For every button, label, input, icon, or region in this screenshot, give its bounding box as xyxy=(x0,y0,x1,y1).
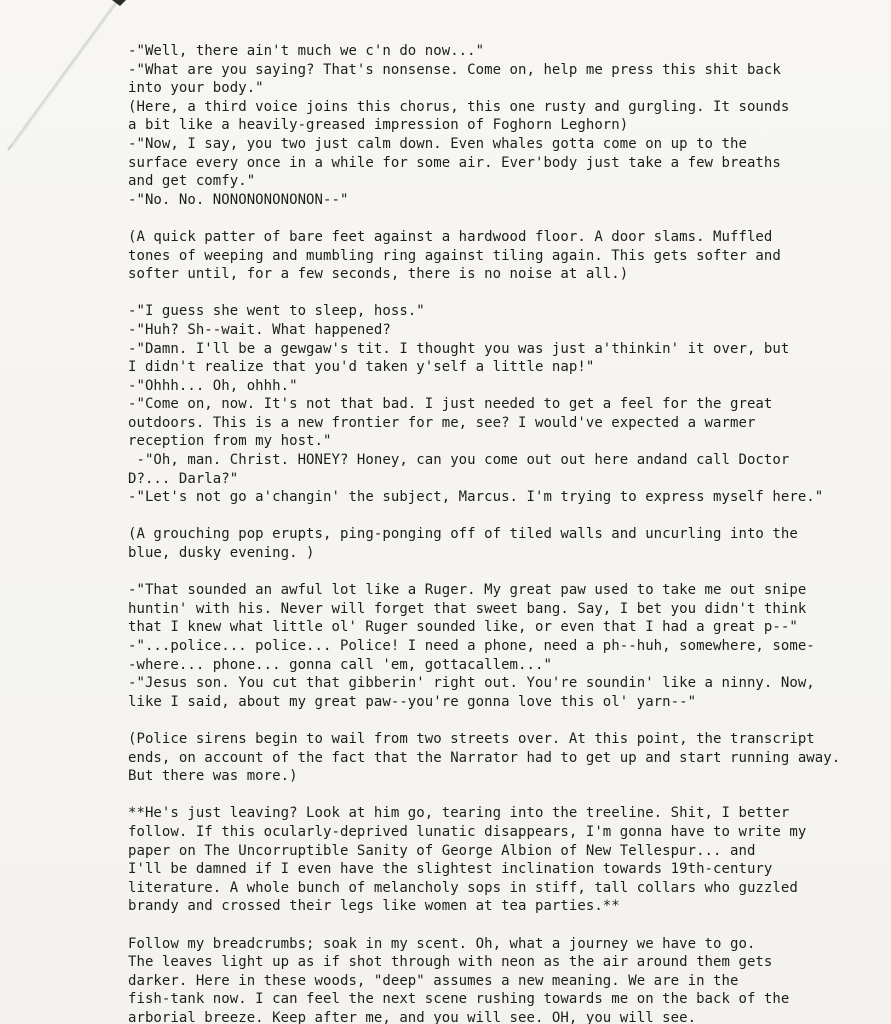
text-line: -"I guess she went to sleep, hoss." xyxy=(128,303,425,320)
text-line: -where... phone... gonna call 'em, gottacallem..." xyxy=(128,656,552,673)
text-line: -"...police... police... Police! I need a phone, need a ph--huh, somewhere, some- xyxy=(128,638,815,654)
text-line: -"Oh, man. Christ. HONEY? Honey, can you come out out here andand call Doctor xyxy=(128,452,790,469)
text-line: ends, on account of the fact that the Narrator had to get up and start running away. xyxy=(128,749,841,766)
text-block xyxy=(128,935,818,1024)
text-line: darker. Here in these woods, "deep" assumes a new meaning. We are in the xyxy=(128,972,739,989)
text-line: -"What are you saying? That's nonsense. Come on, help me press this shit back xyxy=(128,61,781,78)
text-block xyxy=(128,804,818,916)
text-block xyxy=(128,228,818,284)
text-line: huntin' with his. Never will forget that sweet bang. Say, I bet you didn't think xyxy=(128,600,807,617)
paragraph-gap xyxy=(128,563,818,582)
text-line: -"That sounded an awful lot like a Ruger. My great paw used to take me out snipe xyxy=(128,582,807,599)
text-line: I didn't realize that you'd taken y'self a little nap!" xyxy=(128,359,595,376)
text-line: (A grouching pop erupts, ping-ponging off of tiled walls and uncurling into the xyxy=(128,526,798,543)
text-line: literature. A whole bunch of melancholy sops in stiff, tall collars who guzzled xyxy=(128,879,798,896)
text-line: like I said, about my great paw--you're gonna love this ol' yarn--" xyxy=(128,693,697,710)
paragraph-gap xyxy=(128,916,818,935)
text-line: surface every once in a while for some air. Ever'body just take a few breaths xyxy=(128,154,781,171)
text-line: tones of weeping and mumbling ring against tiling again. This gets softer and xyxy=(128,247,781,264)
paragraph-gap xyxy=(128,711,818,730)
text-line: (A quick patter of bare feet against a hardwood floor. A door slams. Muffled xyxy=(128,228,773,245)
text-line: fish-tank now. I can feel the next scene rushing towards me on the back of the xyxy=(128,991,790,1008)
text-line: and get comfy." xyxy=(128,173,256,190)
text-line: Follow my breadcrumbs; soak in my scent. Oh, what a journey we have to go. xyxy=(128,935,756,952)
text-line: But there was more.) xyxy=(128,768,298,785)
text-block xyxy=(128,525,818,562)
text-line: -"Come on, now. It's not that bad. I just needed to get a feel for the great xyxy=(128,396,773,413)
paragraph-gap xyxy=(128,284,818,303)
text-block xyxy=(128,730,841,786)
paragraph-gap xyxy=(128,507,818,526)
text-line: into your body." xyxy=(128,80,264,97)
text-line: -"Now, I say, you two just calm down. Even whales gotta come on up to the xyxy=(128,135,747,152)
transcript-body xyxy=(128,42,841,1024)
text-line: blue, dusky evening. ) xyxy=(128,545,315,562)
text-line: softer until, for a few seconds, there is no noise at all.) xyxy=(128,266,629,283)
text-block xyxy=(128,42,818,209)
text-line: -"Jesus son. You cut that gibberin' right out. You're soundin' like a ninny. Now, xyxy=(128,675,815,692)
text-line: -"No. No. NONONONONONON--" xyxy=(128,191,349,208)
text-block xyxy=(128,581,818,711)
paragraph-gap xyxy=(128,209,818,228)
text-line: -"Huh? Sh--wait. What happened? xyxy=(128,321,391,338)
text-line: -"Well, there ain't much we c'n do now..." xyxy=(128,43,485,59)
text-line: brandy and crossed their legs like women at tea parties.** xyxy=(128,898,620,915)
text-line: **He's just leaving? Look at him go, tearing into the treeline. Shit, I better xyxy=(128,805,790,822)
text-line: D?... Darla?" xyxy=(128,470,239,487)
text-block xyxy=(128,302,824,507)
text-line: a bit like a heavily-greased impression of Foghorn Leghorn) xyxy=(128,117,629,134)
text-line: The leaves light up as if shot through with neon as the air around them gets xyxy=(128,954,773,971)
text-line: (Police sirens begin to wail from two streets over. At this point, the transcript xyxy=(128,730,815,747)
text-line: reception from my host." xyxy=(128,433,332,450)
text-line: (Here, a third voice joins this chorus, this one rusty and gurgling. It sounds xyxy=(128,98,790,115)
text-line: -"Damn. I'll be a gewgaw's tit. I thought you was just a'thinkin' it over, but xyxy=(128,340,790,357)
text-line: paper on The Uncorruptible Sanity of George Albion of New Tellespur... and xyxy=(128,842,756,859)
text-line: -"Ohhh... Oh, ohhh." xyxy=(128,377,298,394)
text-line: that I knew what little ol' Ruger sounded like, or even that I had a great p--" xyxy=(128,619,798,636)
text-line: I'll be damned if I even have the slightest inclination towards 19th-century xyxy=(128,861,773,878)
text-line: -"Let's not go a'changin' the subject, Marcus. I'm trying to express myself here." xyxy=(128,489,824,506)
corner-fold-mark xyxy=(0,0,140,160)
text-line: follow. If this ocularly-deprived lunatic disappears, I'm gonna have to write my xyxy=(128,823,807,840)
paragraph-gap xyxy=(128,786,818,805)
text-line: outdoors. This is a new frontier for me, see? I would've expected a warmer xyxy=(128,414,756,431)
text-line: arborial breeze. Keep after me, and you will see. OH, you will see. xyxy=(128,1009,697,1024)
